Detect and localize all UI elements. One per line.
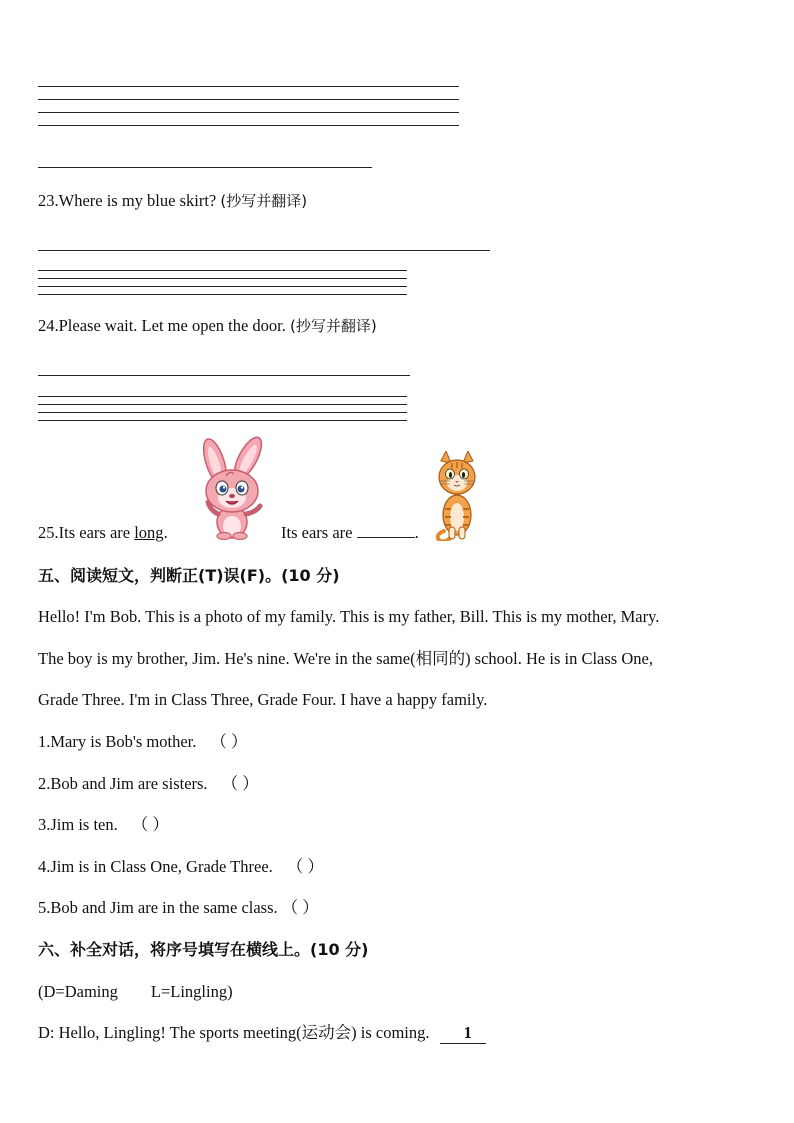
dialogue-text: D: Hello, Lingling! The sports meeting(运动会) is coming. [38, 1023, 430, 1042]
question-23 [38, 191, 307, 211]
period: . [163, 523, 168, 542]
answer-line [38, 420, 407, 421]
true-false-item [38, 815, 169, 835]
answer-line [38, 294, 407, 295]
item-text: 1.Mary is Bob's mother. [38, 732, 197, 751]
answer-line [38, 99, 459, 100]
true-false-item [38, 774, 259, 794]
question-number: 23. [38, 191, 59, 210]
rabbit-icon [190, 436, 276, 540]
underlined-word: long [134, 523, 164, 542]
question-instruction: (抄写并翻译) [290, 317, 377, 335]
question-instruction: (抄写并翻译) [220, 192, 308, 210]
answer-line [38, 270, 407, 271]
item-text: 2.Bob and Jim are sisters. [38, 774, 208, 793]
answer-line [38, 404, 407, 405]
true-false-item [38, 898, 319, 918]
answer-parentheses[interactable]: （ ） [221, 774, 259, 793]
answer-line [38, 375, 410, 376]
item-text: 5.Bob and Jim are in the same class. [38, 898, 278, 917]
period: . [414, 523, 419, 542]
question-text: Where is my blue skirt? [58, 191, 217, 210]
question-25-second [281, 523, 419, 543]
true-false-item [38, 732, 247, 752]
answer-line [38, 167, 372, 168]
passage-line: Hello! I'm Bob. This is a photo of my family. This is my father, Bill. This is my mother, Mary. [38, 607, 660, 626]
answer-line [38, 278, 407, 279]
answer-line [38, 112, 459, 113]
true-false-item [38, 857, 324, 877]
answer-parentheses[interactable]: （ ） [286, 857, 324, 876]
answer-line [38, 396, 407, 397]
question-24 [38, 316, 377, 336]
answer-number: 1 [463, 1023, 472, 1042]
answer-parentheses[interactable]: （ ） [131, 815, 169, 834]
section-heading: 六、补全对话，将序号填写在横线上。(10 分) [38, 940, 369, 959]
question-number: 24. [38, 316, 59, 335]
answer-parentheses[interactable]: （ ） [210, 732, 248, 751]
item-text: 3.Jim is ten. [38, 815, 118, 834]
answer-blank[interactable] [357, 523, 415, 538]
answer-parentheses[interactable]: （ ） [281, 898, 319, 917]
question-25 [38, 523, 168, 543]
section-heading: 五、阅读短文，判断正(T)误(F)。(10 分) [38, 566, 340, 585]
question-text: Its ears are [281, 523, 357, 542]
item-text: 4.Jim is in Class One, Grade Three. [38, 857, 273, 876]
answer-line [38, 250, 490, 251]
answer-line [38, 125, 459, 126]
answer-blank[interactable] [440, 1023, 486, 1044]
question-text: Its ears are [58, 523, 135, 542]
passage-line: Grade Three. I'm in Class Three, Grade Four. I have a happy family. [38, 690, 488, 709]
passage-line: The boy is my brother, Jim. He's nine. We're in the same(相同的) school. He is in Class One, [38, 649, 653, 668]
cat-icon [432, 451, 482, 541]
question-text: Please wait. Let me open the door. [58, 316, 286, 335]
answer-line [38, 286, 407, 287]
question-number: 25. [38, 523, 59, 542]
dialogue-line [38, 1023, 486, 1044]
answer-line [38, 412, 407, 413]
dialogue-legend: (D=Daming L=Lingling) [38, 982, 233, 1001]
answer-line [38, 86, 459, 87]
